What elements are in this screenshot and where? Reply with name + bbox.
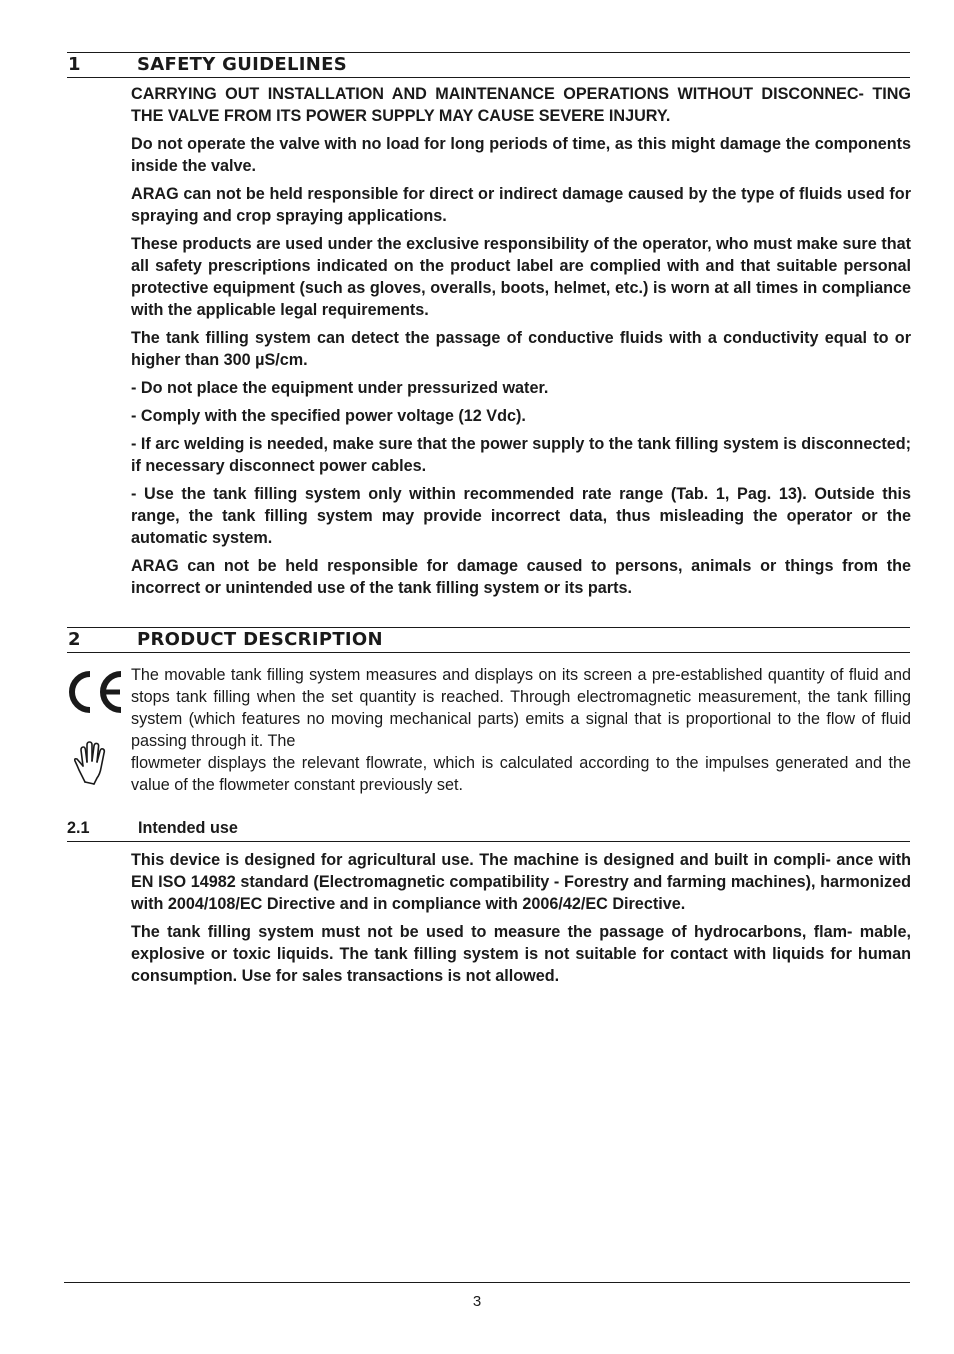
paragraph: These products are used under the exclusive responsibility of the operator, who must make sure that all safety prescriptions indicated on the product label are complied with and that suitable personal protective equipment (such as gloves, overalls, boots, helmet, etc.) is worn at all times in compliance with the applicable legal requirements. <box>131 235 911 319</box>
paragraph: This device is designed for agricultural use. The machine is designed and built in compli- ance with EN ISO 14982 standard (Electromagnetic compatibility - Forestry and farming machines), harmonized with 2004/108/EC Directive and in compliance with 2006/42/EC Directive. <box>131 851 911 913</box>
paragraph: The tank filling system can detect the passage of conductive fluids with a conductivity equal to or higher than 300 µS/cm. <box>131 329 911 369</box>
subsection-title: Intended use <box>138 819 238 837</box>
section-title: PRODUCT DESCRIPTION <box>137 629 383 650</box>
paragraph: Do not operate the valve with no load for long periods of time, as this might damage the components inside the valve. <box>131 135 911 175</box>
paragraph: The tank filling system must not be used to measure the passage of hydrocarbons, flam- mable, explosive or toxic liquids. The tank filling system is not suitable for contact with liquids for human consumption. Use for sales transactions is not allowed. <box>131 923 911 985</box>
subsection-number: 2.1 <box>67 819 90 837</box>
subsection-heading-intended-use <box>67 818 910 842</box>
safety-guidelines-body <box>131 83 911 605</box>
list-item: - If arc welding is needed, make sure that the power supply to the tank filling system is disconnected; if necessary disconnect power cables. <box>131 435 911 475</box>
list-item: - Comply with the specified power voltage (12 Vdc). <box>131 407 526 425</box>
page-number: 3 <box>472 1293 482 1310</box>
paragraph: ARAG can not be held responsible for damage caused to persons, animals or things from the incorrect or unintended use of the tank filling system or its parts. <box>131 557 911 597</box>
product-description-body <box>131 664 911 802</box>
paragraph: ARAG can not be held responsible for direct or indirect damage caused by the type of fluids used for spraying and crop spraying applications. <box>131 185 911 225</box>
section-number: 1 <box>68 54 81 75</box>
warning-paragraph: CARRYING OUT INSTALLATION AND MAINTENANCE OPERATIONS WITHOUT DISCONNEC- TING THE VALVE FROM ITS POWER SUPPLY MAY CAUSE SEVERE INJURY. <box>131 85 911 125</box>
section-number: 2 <box>68 629 81 650</box>
list-item: - Use the tank filling system only within recommended rate range (Tab. 1, Pag. 13). Outside this range, the tank filling system may provide incorrect data, thus misleading the operator or the automatic system. <box>131 485 911 547</box>
ce-mark-icon <box>66 668 126 721</box>
section-heading-safety <box>67 52 910 78</box>
footer-divider <box>64 1282 910 1283</box>
section-heading-product-description <box>67 627 910 653</box>
intended-use-body <box>131 849 911 993</box>
section-title: SAFETY GUIDELINES <box>137 54 347 75</box>
list-item: - Do not place the equipment under pressurized water. <box>131 379 549 397</box>
hand-icon <box>72 740 112 791</box>
paragraph: flowmeter displays the relevant flowrate, which is calculated according to the impulses generated and the value of the flowmeter constant previously set. <box>131 754 911 794</box>
paragraph: The movable tank filling system measures and displays on its screen a pre-established quantity of fluid and stops tank filling when the set quantity is reached. Through electromagnetic measurement, the tank filling system (which features no moving mechanical parts) emits a signal that is proportional to the flow of fluid passing through it. The <box>131 666 911 750</box>
